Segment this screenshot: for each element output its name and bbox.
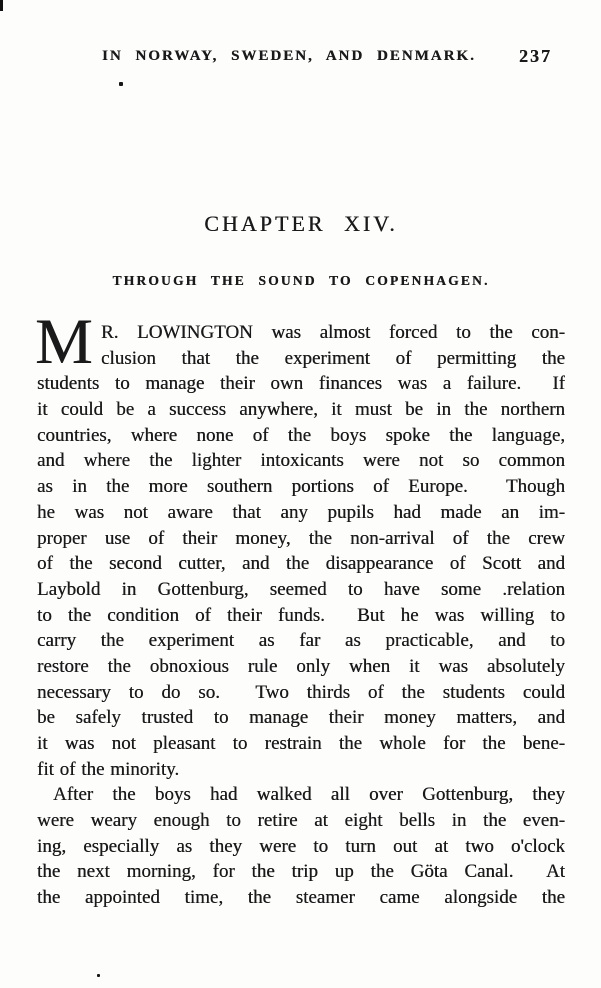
text-line: to the condition of their funds. But he was willing to xyxy=(37,604,565,626)
text-line: Laybold in Gottenburg, seemed to have some .relation xyxy=(37,578,565,600)
text-line: clusion that the experiment of permitting the xyxy=(101,347,565,369)
text-line: carry the experiment as far as practicable, and to xyxy=(37,630,565,652)
text-line: be safely trusted to manage their money matters, and xyxy=(37,707,565,729)
text-line: After the boys had walked all over Gottenburg, they xyxy=(53,784,565,806)
text-line: the appointed time, the steamer came alongside the xyxy=(37,887,565,909)
paragraph xyxy=(35,306,565,782)
text-line: fit of the minority. xyxy=(37,758,180,780)
text-line: were weary enough to retire at eight bells in the even- xyxy=(37,810,565,832)
text-line: the next morning, for the trip up the Göta Canal. At xyxy=(37,861,565,883)
text-line: students to manage their own finances was a failure. If xyxy=(37,373,565,395)
paragraph xyxy=(37,782,565,910)
page-number: 237 xyxy=(519,46,552,66)
drop-cap: M xyxy=(35,306,93,378)
text-line: restore the obnoxious rule only when it was absolutely xyxy=(37,655,565,677)
chapter-subtitle: THROUGH THE SOUND TO COPENHAGEN. xyxy=(112,273,490,288)
text-line: R. LOWINGTON was almost forced to the con- xyxy=(101,322,565,343)
text-line: he was not aware that any pupils had made an im- xyxy=(37,501,565,523)
text-line: of the second cutter, and the disappearance of Scott and xyxy=(37,553,565,575)
text-line: it was not pleasant to restrain the whole for the bene- xyxy=(37,733,565,754)
text-line: it could be a success anywhere, it must be in the northern xyxy=(37,399,565,421)
text-line: and where the lighter intoxicants were not so common xyxy=(37,450,565,472)
running-title: IN NORWAY, SWEDEN, AND DENMARK. xyxy=(102,48,476,64)
scan-corner-mark xyxy=(0,0,3,11)
text-line: as in the more southern portions of Europe. Though xyxy=(37,476,565,498)
body-text xyxy=(35,306,565,911)
scan-speck xyxy=(119,82,123,86)
text-line: countries, where none of the boys spoke the language, xyxy=(37,424,565,446)
text-line: ing, especially as they were to turn out at two o'clock xyxy=(37,835,565,857)
scan-speck xyxy=(97,974,100,977)
text-line: necessary to do so. Two thirds of the students could xyxy=(37,681,565,703)
chapter-title: CHAPTER XIV. xyxy=(204,211,398,236)
text-line: proper use of their money, the non-arrival of the crew xyxy=(37,527,565,549)
